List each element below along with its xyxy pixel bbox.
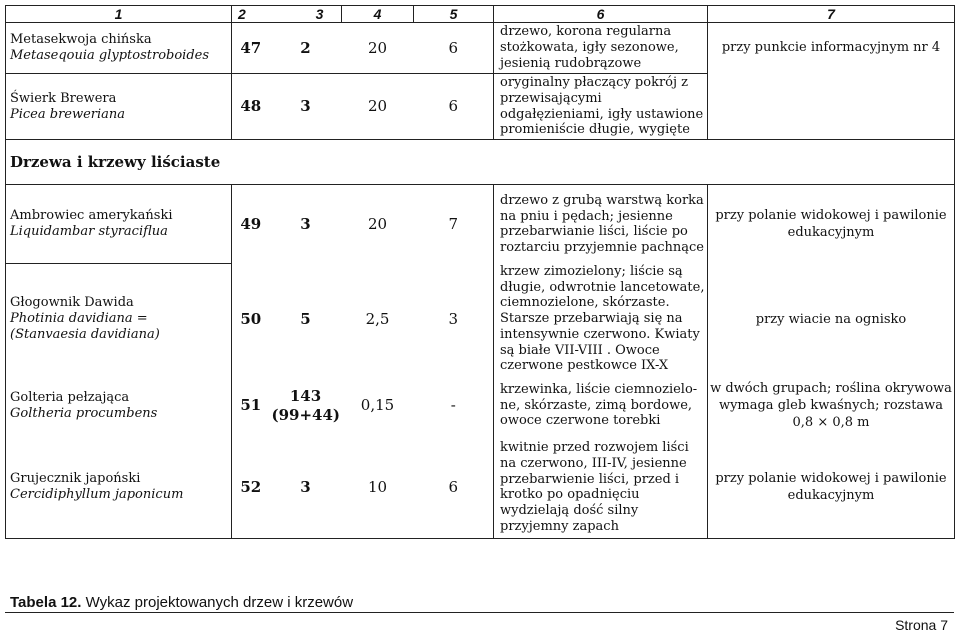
height: 20 <box>342 185 414 264</box>
description: drzewo, korona regularna stożkowata, igły sezonowe, jesienią rudobrązowe <box>494 23 708 74</box>
width: 7 <box>414 185 494 264</box>
table-row <box>6 437 955 539</box>
species-name <box>6 437 232 539</box>
table-row <box>6 185 955 264</box>
species-name-lat: Goltheria procumbens <box>10 405 158 421</box>
section-title: Drzewa i krzewy liściaste <box>6 140 955 185</box>
header-row <box>6 6 955 23</box>
species-name-lat: Picea breweriana <box>10 106 126 122</box>
species-name <box>6 185 232 264</box>
quantity: 2 <box>270 23 342 74</box>
header-col-7: 7 <box>708 6 955 23</box>
tree-number: 48 <box>232 74 270 140</box>
table-row <box>6 264 955 375</box>
location-note: w dwóch grupach; roślina okrywowa wymaga gleb kwaśnych; rozstawa 0,8 × 0,8 m <box>708 375 955 437</box>
section-row <box>6 140 955 185</box>
species-name-lat: Photinia davidiana = <box>10 311 148 327</box>
species-name-lat: Liquidambar styraciflua <box>10 224 168 239</box>
tree-table <box>5 5 955 539</box>
table-caption <box>10 594 353 611</box>
height: 0,15 <box>360 396 395 414</box>
height: 20 <box>342 23 414 74</box>
height: 10 <box>342 437 414 539</box>
species-name <box>6 23 232 74</box>
location-note: przy polanie widokowej i pawilonie edukacyjnym <box>708 437 955 539</box>
header-col-5: 5 <box>414 6 494 23</box>
width: 6 <box>414 74 494 140</box>
location-note: przy punkcie informacyjnym nr 4 <box>708 23 955 140</box>
species-name-pl: Świerk Brewera <box>10 90 117 106</box>
tree-number: 52 <box>232 437 270 539</box>
header-col-4: 4 <box>342 6 414 23</box>
tree-number: 51 <box>232 375 270 437</box>
tree-number: 47 <box>232 23 270 74</box>
header-col-2 <box>232 6 342 23</box>
quantity: 5 <box>300 309 311 328</box>
width: 6 <box>414 437 494 539</box>
footer-divider <box>5 612 954 613</box>
width: 3 <box>414 264 494 375</box>
quantity: 3 <box>270 74 342 140</box>
header-col-2-label: 2 <box>238 6 246 22</box>
tree-number: 49 <box>232 185 270 264</box>
page-number: Strona 7 <box>895 617 948 633</box>
quantity: 3 <box>270 437 342 539</box>
species-name-pl: Głogownik Dawida <box>10 295 134 311</box>
table-row <box>6 375 955 437</box>
species-name-pl: Ambrowiec amerykański <box>10 208 173 223</box>
species-name-pl: Golteria pełzająca <box>10 389 130 405</box>
location-note: przy wiacie na ognisko <box>708 264 955 375</box>
species-name-pl: Grujecznik japoński <box>10 471 141 487</box>
width: - <box>414 375 494 437</box>
height: 20 <box>342 74 414 140</box>
species-name <box>6 264 232 375</box>
quantity: 143 (99+44) <box>271 386 341 424</box>
caption-label: Tabela 12. <box>10 594 82 611</box>
caption-text: Wykaz projektowanych drzew i krzewów <box>81 594 354 611</box>
table-row <box>6 23 955 74</box>
species-name <box>6 375 232 437</box>
species-name-lat-alt: (Stanvaesia davidiana) <box>10 327 160 343</box>
description: oryginalny płaczący pokrój z przewisającymi odgałęzieniami, igły ustawione promieniście długie, wygięte <box>494 74 708 140</box>
width: 6 <box>414 23 494 74</box>
location-note: przy polanie widokowej i pawilonie edukacyjnym <box>708 185 955 264</box>
description: drzewo z grubą warstwą korka na pniu i pędach; jesienne przebarwianie liści, liście po roztarciu przyjemnie pachnące <box>494 185 708 264</box>
species-name-lat: Cercidiphyllum japonicum <box>10 487 184 503</box>
description: kwitnie przed rozwojem liści na czerwono, III-IV, jesienne przebarwienie liści, przed i krotko po opadnięciu wydzielają dość silny przyjemny zapach <box>494 437 708 539</box>
header-col-1: 1 <box>6 6 232 23</box>
species-name-lat: Metaseqouia glyptostroboides <box>10 48 210 63</box>
species-name-pl: Metasekwoja chińska <box>10 32 152 47</box>
quantity: 3 <box>270 185 342 264</box>
species-name <box>6 74 232 140</box>
height: 2,5 <box>365 309 390 328</box>
description: krzewinka, liście ciemnozielo-ne, skórzaste, zimą bordowe, owoce czerwone torebki <box>494 375 708 437</box>
header-col-6: 6 <box>494 6 708 23</box>
header-col-3-label: 3 <box>315 6 324 22</box>
tree-number: 50 <box>232 264 270 375</box>
description: krzew zimozielony; liście są długie, odwrotnie lancetowate, ciemnozielone, skórzaste. Starsze przebarwiają się na intensywnie czerwono. Kwiaty są białe VII-VIII . Owoce czerwone pestkowce IX-X <box>494 264 708 375</box>
